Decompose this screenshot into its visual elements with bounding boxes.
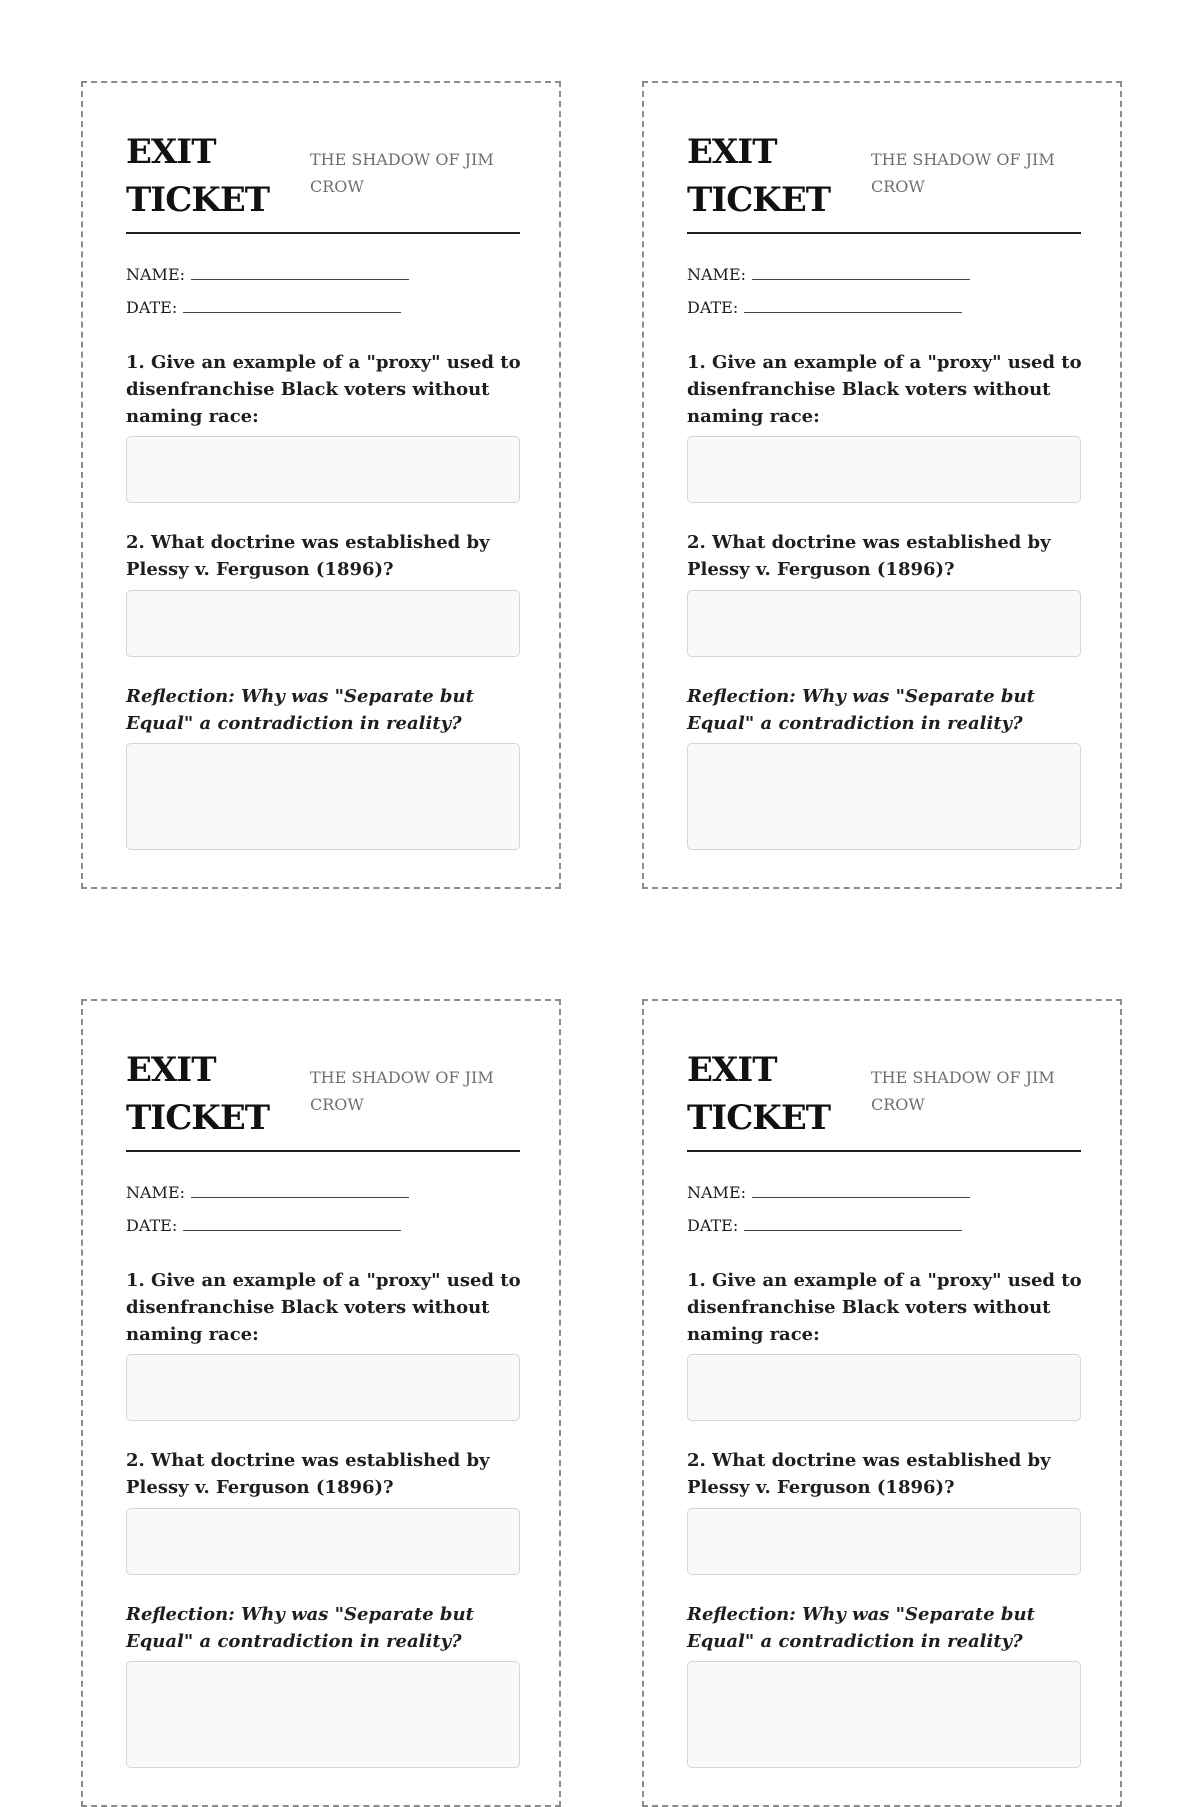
name-field [687, 263, 970, 285]
reflection-text: Reflection: Why was "Separate but Equal" a contradiction in reality? [126, 686, 474, 734]
question-2-text: 2. What doctrine was established by Plessy v. Ferguson (1896)? [687, 1450, 1051, 1498]
question-1-answer-box[interactable] [687, 436, 1081, 503]
date-label: DATE: [126, 1216, 178, 1235]
ticket-subtitle: THE SHADOW OF JIM CROW [310, 1068, 494, 1114]
ticket-header [687, 128, 1081, 234]
reflection-text: Reflection: Why was "Separate but Equal" a contradiction in reality? [687, 686, 1035, 734]
ticket-header [126, 1046, 520, 1152]
ticket-header [126, 128, 520, 234]
question-1-text: 1. Give an example of a "proxy" used to disenfranchise Black voters without naming race: [126, 1270, 521, 1345]
question-1-text: 1. Give an example of a "proxy" used to disenfranchise Black voters without naming race: [126, 352, 521, 427]
ticket-title: EXIT TICKET [687, 132, 831, 220]
name-blank-line[interactable] [752, 263, 970, 280]
date-field [687, 1214, 962, 1236]
name-field [687, 1181, 970, 1203]
name-blank-line[interactable] [752, 1181, 970, 1198]
question-2-answer-box[interactable] [126, 1508, 520, 1575]
question-2-text: 2. What doctrine was established by Plessy v. Ferguson (1896)? [126, 1450, 490, 1498]
name-field [126, 1181, 409, 1203]
date-field [126, 296, 401, 318]
question-2-answer-box[interactable] [687, 590, 1081, 657]
date-label: DATE: [687, 1216, 739, 1235]
name-blank-line[interactable] [191, 263, 409, 280]
date-blank-line[interactable] [744, 296, 962, 313]
question-1-answer-box[interactable] [687, 1354, 1081, 1421]
question-1-text: 1. Give an example of a "proxy" used to disenfranchise Black voters without naming race: [687, 1270, 1082, 1345]
ticket-title: EXIT TICKET [126, 1050, 270, 1138]
ticket-subtitle: THE SHADOW OF JIM CROW [871, 150, 1055, 196]
date-label: DATE: [126, 298, 178, 317]
date-field [687, 296, 962, 318]
reflection-answer-box[interactable] [687, 743, 1081, 850]
date-blank-line[interactable] [183, 1214, 401, 1231]
ticket-subtitle: THE SHADOW OF JIM CROW [871, 1068, 1055, 1114]
exit-ticket-bottom-right [642, 999, 1122, 1807]
name-blank-line[interactable] [191, 1181, 409, 1198]
reflection-answer-box[interactable] [126, 743, 520, 850]
exit-ticket-top-left [81, 81, 561, 889]
name-label: NAME: [126, 265, 186, 284]
name-field [126, 263, 409, 285]
question-2-text: 2. What doctrine was established by Plessy v. Ferguson (1896)? [687, 532, 1051, 580]
ticket-title: EXIT TICKET [126, 132, 270, 220]
reflection-text: Reflection: Why was "Separate but Equal" a contradiction in reality? [126, 1604, 474, 1652]
name-label: NAME: [126, 1183, 186, 1202]
date-blank-line[interactable] [744, 1214, 962, 1231]
reflection-text: Reflection: Why was "Separate but Equal" a contradiction in reality? [687, 1604, 1035, 1652]
question-1-answer-box[interactable] [126, 1354, 520, 1421]
reflection-answer-box[interactable] [126, 1661, 520, 1768]
exit-ticket-top-right [642, 81, 1122, 889]
name-label: NAME: [687, 265, 747, 284]
ticket-header [687, 1046, 1081, 1152]
exit-ticket-bottom-left [81, 999, 561, 1807]
date-blank-line[interactable] [183, 296, 401, 313]
ticket-subtitle: THE SHADOW OF JIM CROW [310, 150, 494, 196]
question-1-answer-box[interactable] [126, 436, 520, 503]
ticket-title: EXIT TICKET [687, 1050, 831, 1138]
question-2-text: 2. What doctrine was established by Plessy v. Ferguson (1896)? [126, 532, 490, 580]
date-field [126, 1214, 401, 1236]
question-2-answer-box[interactable] [126, 590, 520, 657]
reflection-answer-box[interactable] [687, 1661, 1081, 1768]
question-2-answer-box[interactable] [687, 1508, 1081, 1575]
date-label: DATE: [687, 298, 739, 317]
question-1-text: 1. Give an example of a "proxy" used to disenfranchise Black voters without naming race: [687, 352, 1082, 427]
name-label: NAME: [687, 1183, 747, 1202]
